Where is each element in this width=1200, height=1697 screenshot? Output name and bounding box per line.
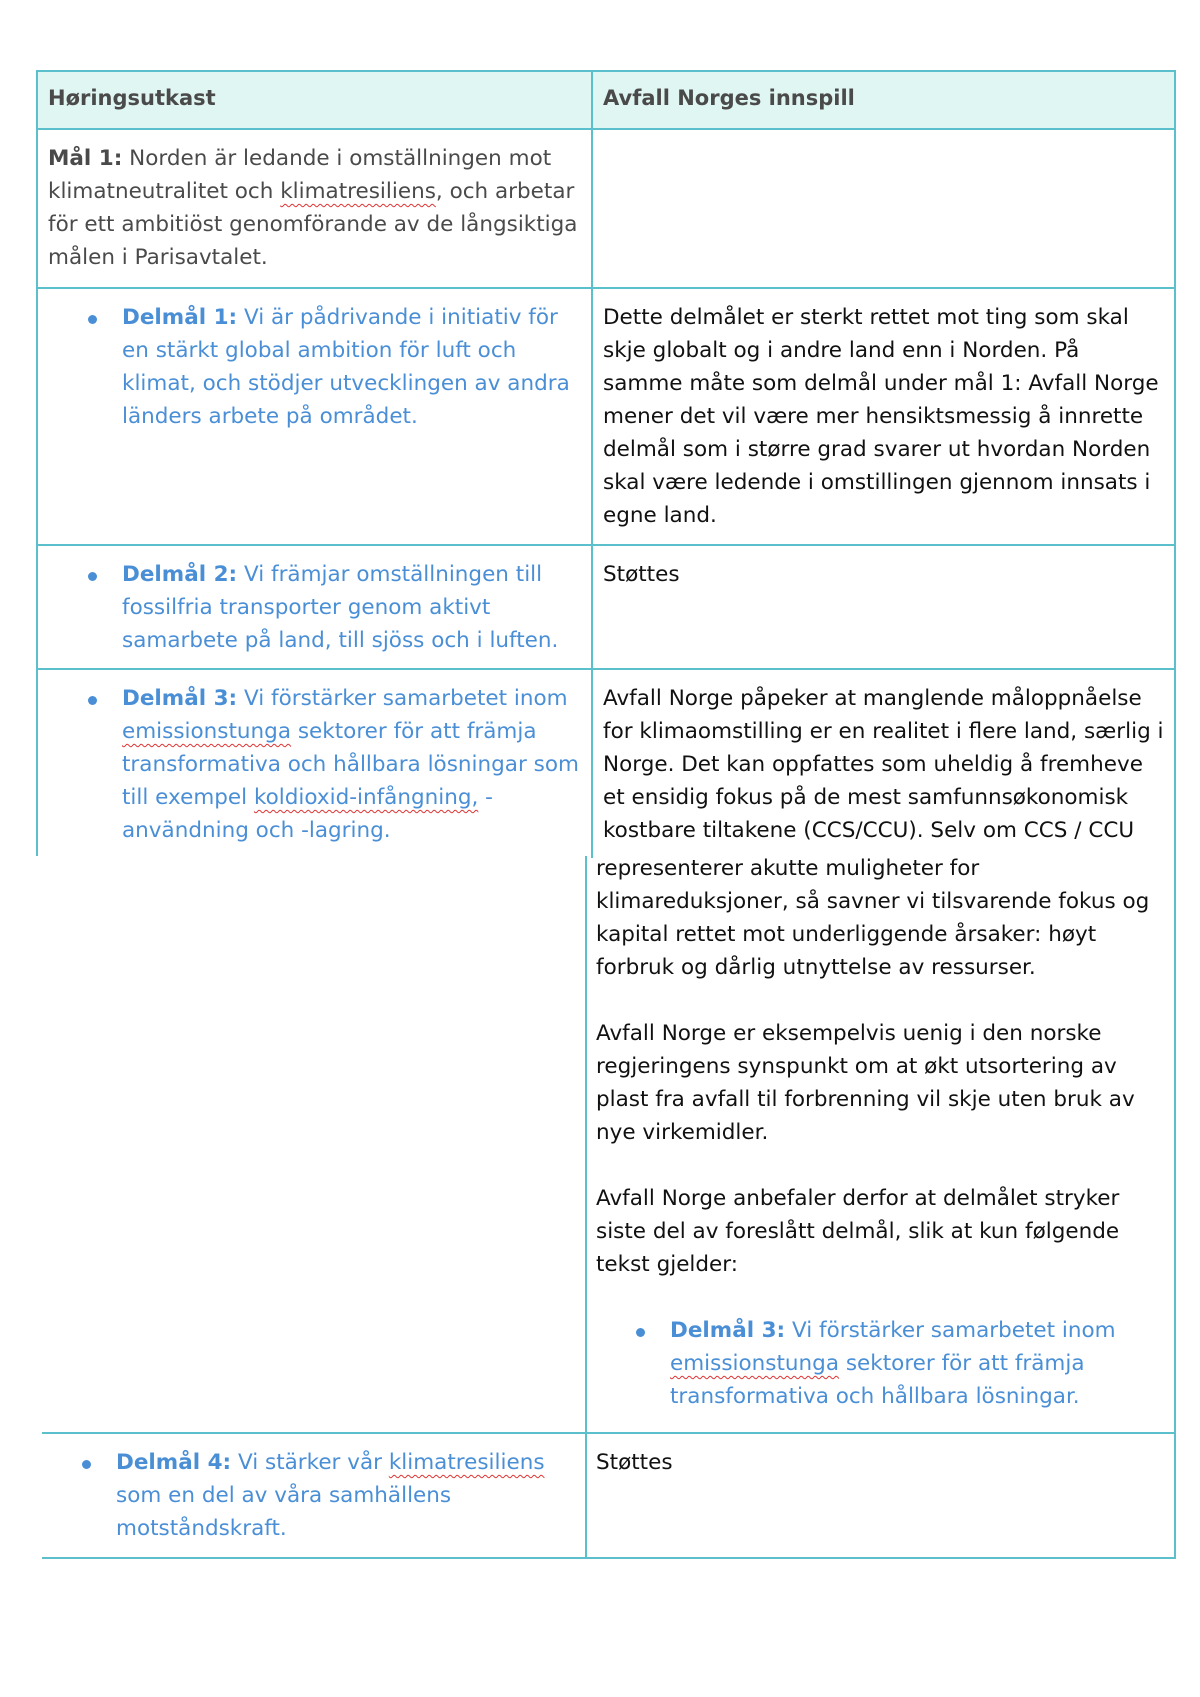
paragraph-gap	[596, 1281, 1162, 1314]
sub4-response-cell	[596, 1446, 1162, 1479]
sub3-quote-text-a: Vi förstärker samarbetet inom	[785, 1318, 1116, 1343]
sub1-response: Dette delmålet er sterkt rettet mot ting som skal skje globalt og i andre land enn i Norden. På samme måte som delmål under mål 1: Avfall Norge mener det vil være mer hensiktsmessig å innrette delmål som i større grad svarer ut hvordan Norden skal være ledende i omstillingen gjennom innsats i egne land.	[603, 305, 1159, 528]
sub3-response-p2: Avfall Norge er eksempelvis uenig i den norske regjeringens synspunkt om at økt utsortering av plast fra avfall til forbrenning vil skje uten bruk av nye virkemidler.	[596, 1021, 1135, 1145]
sub2-text: Vi främjar omställningen till fossilfria transporter genom aktivt samarbete på land, till sjöss och i luften.	[122, 562, 559, 653]
sub3-quote-label: Delmål 3:	[670, 1318, 786, 1343]
sub3-quote-bullet	[596, 1314, 1162, 1413]
sub3-response-p1-cont: representerer akutte muligheter for klimareduksjoner, så savner vi tilsvarende fokus og kapital rettet mot underliggende årsaker: høyt forbruk og dårlig utnyttelse av ressurser.	[596, 856, 1150, 980]
sub4-right-border	[1174, 1434, 1176, 1559]
sub3-response-p3: Avfall Norge anbefaler derfor at delmålet stryker siste del av foreslått delmål, slik at kun følgende tekst gjelder:	[596, 1186, 1120, 1277]
sub3-text-b: sektorer för att främja transformativa och hållbara lösningar som till exempel	[122, 719, 579, 810]
bullet-dot	[88, 315, 97, 324]
sub2-bullet	[48, 558, 581, 657]
table-top	[36, 70, 1176, 856]
bullet-dot	[82, 1460, 91, 1469]
table-row-sub2	[38, 546, 1174, 670]
sub2-label: Delmål 2:	[122, 562, 238, 587]
sub3-left-divider	[585, 856, 587, 1434]
sub2-cell	[38, 546, 591, 668]
bullet-dot	[636, 1328, 645, 1337]
table-row-sub4	[42, 1434, 1176, 1559]
goal1-label: Mål 1:	[48, 146, 123, 171]
table-header-row	[38, 72, 1174, 130]
sub4-bullet	[42, 1446, 585, 1545]
goal1-response-cell	[591, 130, 1174, 287]
sub3-right-border	[1174, 856, 1176, 1434]
header-col-horingsutkast: Høringsutkast	[48, 86, 216, 110]
sub4-label: Delmål 4:	[116, 1450, 232, 1475]
header-col-innspill: Avfall Norges innspill	[591, 72, 1174, 128]
sub1-text: Vi är pådrivande i initiativ för en stärkt global ambition för luft och klimat, och stödjer utvecklingen av andra länders arbete på området.	[122, 305, 570, 429]
paragraph-gap	[596, 984, 1162, 1017]
sub3-text-c: -användning och -lagring.	[122, 785, 493, 843]
sub3-quote-spellcheck-word: emissionstunga	[670, 1351, 840, 1376]
sub3-response-cont-cell	[596, 856, 1162, 1413]
table-row-sub3-top	[38, 670, 1174, 858]
bullet-dot	[88, 572, 97, 581]
sub4-text-b: som en del av våra samhällens motståndskraft.	[116, 1483, 452, 1541]
sub1-label: Delmål 1:	[122, 305, 238, 330]
bullet-dot	[88, 696, 97, 705]
sub2-response-cell	[591, 546, 1174, 668]
sub3-quote-text-b: sektorer för att främja transformativa och hållbara lösningar.	[670, 1351, 1085, 1409]
table-row-sub1	[38, 289, 1174, 546]
table-continuation	[42, 856, 1176, 1434]
sub3-response-cell-top	[591, 670, 1174, 858]
goal1-text-b: , och arbetar för ett ambitiöst genomförande av de långsiktiga målen i Parisavtalet.	[48, 179, 578, 270]
sub3-response-p1: Avfall Norge påpeker at manglende måloppnåelse for klimaomstilling er en realitet i flere land, særlig i Norge. Det kan oppfattes som uheldig å fremheve et ensidig fokus på de mest samfunnsøkonomisk kostbare tiltakene (CCS/CCU). Selv om CCS / CCU	[603, 686, 1164, 843]
sub3-label: Delmål 3:	[122, 686, 238, 711]
sub4-response: Støttes	[596, 1450, 673, 1475]
sub4-cell	[42, 1446, 585, 1545]
goal1-spellcheck-word: klimatresiliens	[280, 179, 436, 204]
goal1-text-a: Norden är ledande i omställningen mot klimatneutralitet och	[48, 146, 552, 204]
sub1-response-cell	[591, 289, 1174, 544]
sub1-bullet	[48, 301, 581, 433]
sub1-cell	[38, 289, 591, 544]
table-row-goal1	[38, 130, 1174, 289]
sub2-response: Støttes	[603, 562, 680, 587]
sub3-cell	[38, 670, 591, 858]
paragraph-gap	[596, 1149, 1162, 1182]
sub3-spellcheck-word-2: koldioxid-infångning,	[253, 785, 479, 810]
sub3-text-a: Vi förstärker samarbetet inom	[237, 686, 568, 711]
sub4-text-a: Vi stärker vår	[231, 1450, 389, 1475]
sub4-left-divider	[585, 1434, 587, 1559]
goal1-text	[48, 142, 581, 274]
goal1-cell	[38, 130, 591, 287]
sub4-spellcheck-word: klimatresiliens	[388, 1450, 545, 1475]
sub3-spellcheck-word-1: emissionstunga	[122, 719, 292, 744]
sub4-bottom-border	[42, 1557, 1176, 1559]
sub3-bullet	[48, 682, 581, 847]
